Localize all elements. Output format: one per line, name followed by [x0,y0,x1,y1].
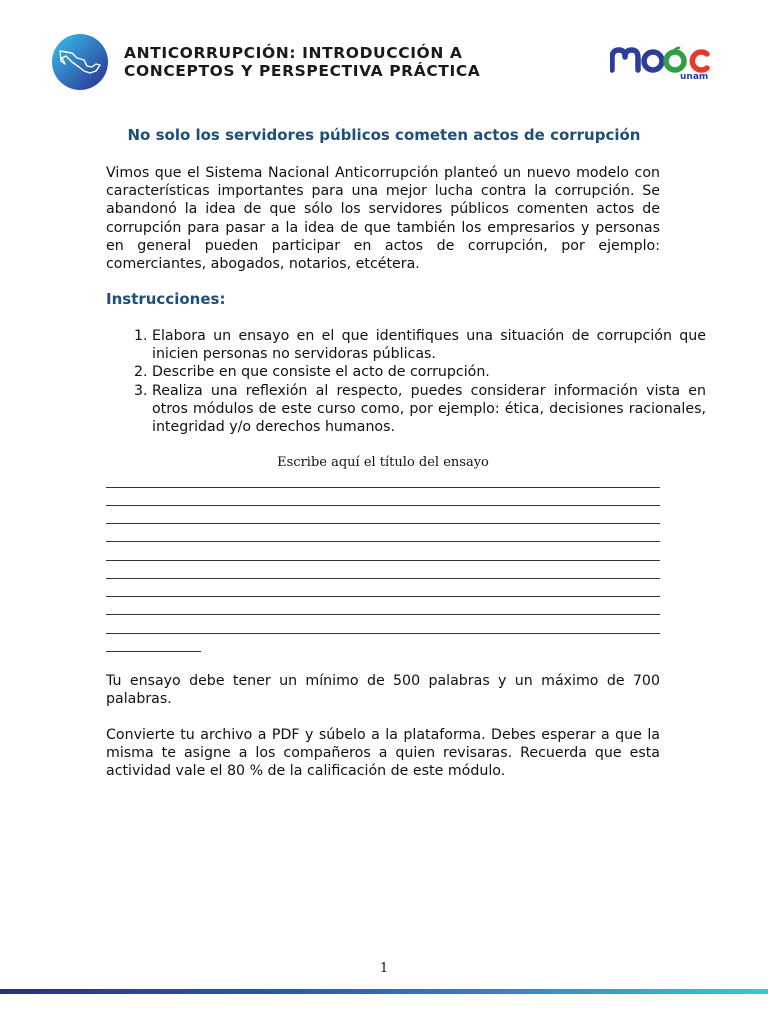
instruction-item: 2. Describe en que consiste el acto de corrupción. [152,363,706,381]
instruction-item: 1. Elabora un ensayo en el que identifiques una situación de corrupción que inicien personas no servidoras públicas. [152,327,706,363]
footer-gradient-bar [0,989,768,994]
intro-paragraph: Vimos que el Sistema Nacional Anticorrupción planteó un nuevo modelo con características importantes para una mejor lucha contra la corrupción. Se abandonó la idea de que sólo los servidores públicos comenten actos de corrupción para pasar a la idea de que también los empresarios y personas en general pueden participar en actos de corrupción, por ejemplo: comerciantes, abogados, notarios, etcétera. [106,165,660,273]
essay-title-prompt: Escribe aquí el título del ensayo [277,455,489,470]
essay-writing-line[interactable] [106,523,660,524]
mexico-map-logo-icon [52,34,108,90]
essay-writing-line[interactable] [106,541,660,542]
instructions-heading: Instrucciones: [106,290,226,308]
essay-writing-line[interactable] [106,487,660,488]
instructions-list [106,327,706,436]
document-heading: No solo los servidores públicos cometen actos de corrupción [127,126,641,144]
course-title-line-1: ANTICORRUPCIÓN: INTRODUCCIÓN A [124,44,463,62]
instruction-item: 3. Realiza una reflexión al respecto, puedes considerar información vista en otros módulos de este curso como, por ejemplo: ética, decisiones racionales, integridad y/o derechos humanos. [152,382,706,437]
essay-writing-line[interactable] [106,651,201,652]
mooc-unam-logo-icon [610,44,716,82]
course-title [124,44,524,80]
essay-writing-line[interactable] [106,596,660,597]
upload-note: Convierte tu archivo a PDF y súbelo a la plataforma. Debes esperar a que la misma te asigne a los compañeros a quien revisaras. Recuerda que esta actividad vale el 80 % de la calificación de este módulo. [106,727,660,780]
essay-writing-line[interactable] [106,560,660,561]
essay-writing-line[interactable] [106,578,660,579]
essay-writing-line[interactable] [106,505,660,506]
word-count-note: Tu ensayo debe tener un mínimo de 500 palabras y un máximo de 700 palabras. [106,673,660,708]
essay-writing-line[interactable] [106,633,660,634]
unam-text: unam [680,72,709,82]
course-title-line-2: CONCEPTOS Y PERSPECTIVA PRÁCTICA [124,62,481,80]
page-number: 1 [379,961,389,976]
essay-writing-line[interactable] [106,614,660,615]
